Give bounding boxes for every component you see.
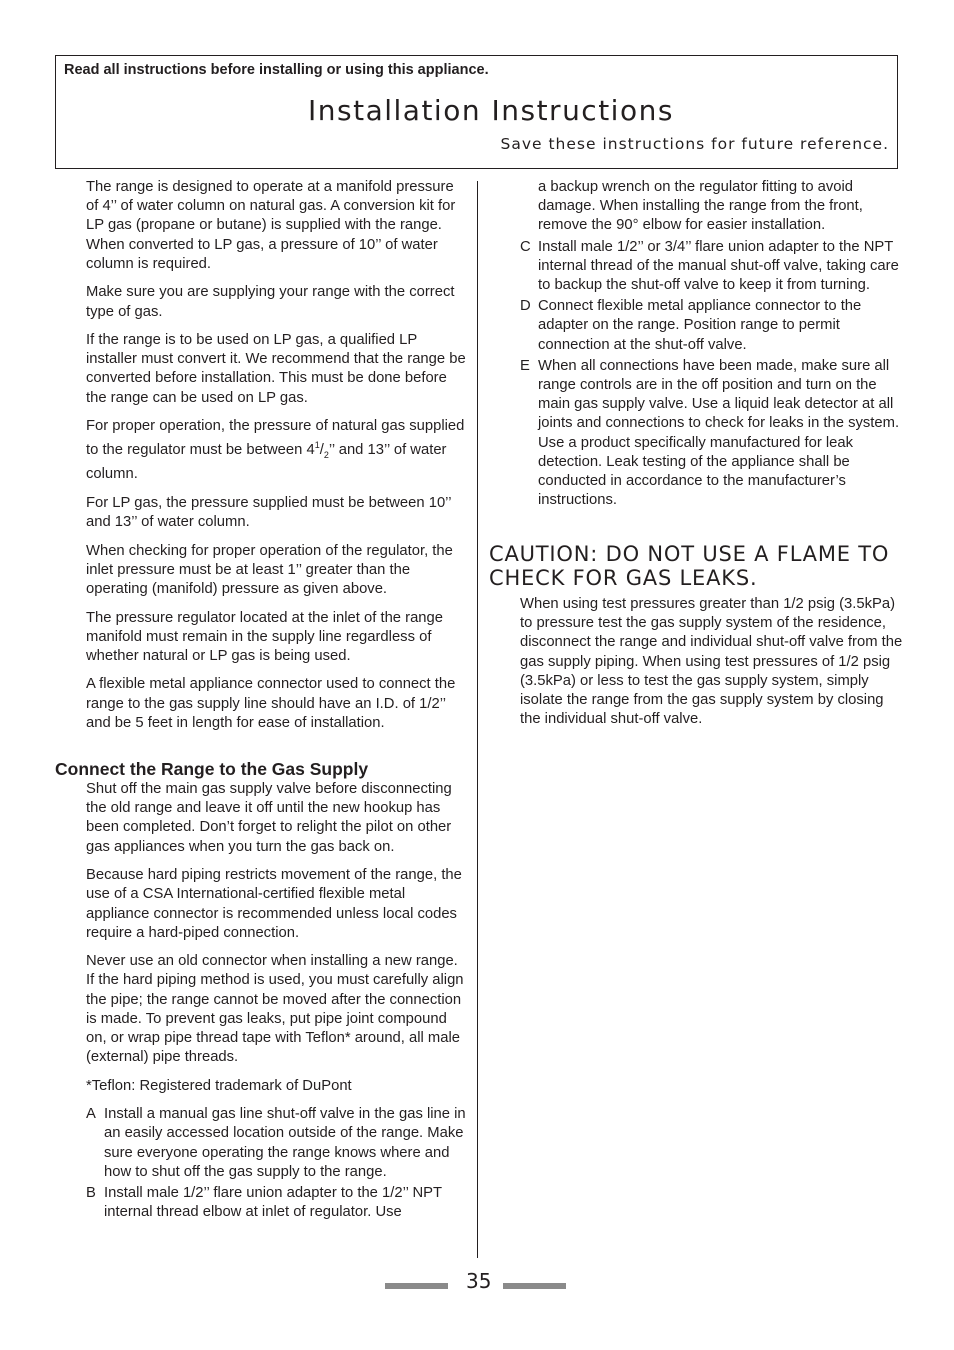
- footnote: *Teflon: Registered trademark of DuPont: [86, 1077, 352, 1094]
- list-item: [520, 297, 905, 355]
- save-notice: Save these instructions for future reference.: [500, 135, 889, 153]
- list-letter: C: [520, 238, 531, 255]
- fraction-numerator: 1: [314, 440, 320, 451]
- list-text: Install a manual gas line shut-off valve in the gas line in an easily accessed location outside of the range. Make sure everyone operating the range knows where and how to shut off the gas supply to the range.: [104, 1106, 466, 1180]
- list-item: [520, 238, 905, 296]
- list-item-continuation: [520, 178, 905, 236]
- caution-text: When using test pressures greater than 1/2 psig (3.5kPa) to pressure test the gas supply system of the residence, disconnect the range and individual shut-off valve from the gas supply piping. When using test pressures of 1/2 psig (3.5kPa) or less to test the gas supply system, simply isolate the range from the gas supply system by closing the individual shut-off valve.: [520, 596, 903, 728]
- paragraph: If the range is to be used on LP gas, a qualified LP installer must convert it. We recommend that the range be converted before installation. This must be done before the range can be used on LP gas.: [86, 332, 466, 406]
- fraction-denominator: 2: [323, 450, 329, 461]
- paragraph: Never use an old connector when installing a new range. If the hard piping method is used, you must carefully align the pipe; the range cannot be moved after the connection is made. To prevent gas leaks, put pipe joint compound on, or wrap pipe thread tape with Teflon* around, all male (external) pipe threads.: [86, 953, 464, 1066]
- list-item: [86, 1184, 468, 1222]
- right-column: [520, 178, 905, 512]
- paragraph: Shut off the main gas supply valve before disconnecting the old range and leave it off until the new hookup has been completed. Don’t forget to relight the pilot on other gas appliances when you turn the gas back on.: [86, 781, 452, 855]
- column-divider: [477, 181, 478, 1258]
- list-item: [86, 1105, 468, 1182]
- paragraph: When checking for proper operation of the regulator, the inlet pressure must be at least 1’’ greater than the operating (manifold) pressure as given above.: [86, 542, 453, 598]
- read-all-notice: Read all instructions before installing or using this appliance.: [64, 62, 489, 78]
- pressure-paragraph: [86, 417, 468, 484]
- list-item: [520, 357, 905, 511]
- footer-bar-left: [385, 1283, 448, 1289]
- paragraph: For LP gas, the pressure supplied must be between 10’’ and 13’’ of water column.: [86, 494, 451, 531]
- list-letter: E: [520, 357, 530, 374]
- paragraph: A flexible metal appliance connector used to connect the range to the gas supply line should have an I.D. of 1/2’’ and be 5 feet in length for ease of installation.: [86, 676, 456, 731]
- section-body: [86, 780, 468, 1224]
- page-number: 35: [466, 1269, 492, 1293]
- pressure-text-before: For proper operation, the pressure of natural gas supplied to the regulator must be between 4: [86, 418, 465, 459]
- page-title: Installation Instructions: [308, 94, 674, 127]
- paragraph: Make sure you are supplying your range with the correct type of gas.: [86, 284, 455, 320]
- fraction-slash: /: [319, 442, 324, 459]
- list-text: Install male 1/2’’ or 3/4’’ flare union adapter to the NPT internal thread of the manual shut-off valve, taking care to backup the shut-off valve to keep it from turning.: [538, 238, 899, 294]
- list-text: Connect flexible metal appliance connector to the adapter on the range. Position range to permit connection at the shut-off valve.: [538, 298, 862, 353]
- paragraph: The pressure regulator located at the inlet of the range manifold must remain in the supply line regardless of whether natural or LP gas is being used.: [86, 609, 443, 664]
- left-column: [86, 178, 468, 742]
- paragraph: The range is designed to operate at a manifold pressure of 4’’ of water column on natural gas. A conversion kit for LP gas (propane or butane) is supplied with the range. When converted to LP gas, a pressure of 10’’ of water column is required.: [86, 179, 456, 272]
- section-heading: Connect the Range to the Gas Supply: [55, 759, 369, 779]
- pressure-text-after: ’’ and 13’’ of water column.: [86, 442, 447, 483]
- footer-bar-right: [503, 1283, 566, 1289]
- list-letter: D: [520, 298, 531, 315]
- list-text: a backup wrench on the regulator fitting to avoid damage. When installing the range from the front, remove the 90° elbow for easier installation.: [538, 179, 863, 234]
- header-box: [55, 55, 898, 169]
- list-text: When all connections have been made, make sure all range controls are in the off position and turn on the main gas supply valve. Use a liquid leak detector at all joints and connections to check for leaks in the system. Use a product specifically manufactured for leak detection. Leak testing of the appliance shall be conducted in accordance to the manufacturer’s instructions.: [538, 357, 900, 509]
- list-text: Install male 1/2’’ flare union adapter to the 1/2’’ NPT internal thread elbow at inlet of regulator. Use: [104, 1185, 442, 1221]
- caution-heading: CAUTION: DO NOT USE A FLAME TO CHECK FOR GAS LEAKS.: [489, 542, 890, 590]
- paragraph: Because hard piping restricts movement of the range, the use of a CSA International-certified flexible metal appliance connector is recommended unless local codes require a hard-piped connection.: [86, 867, 462, 941]
- list-letter: B: [86, 1185, 96, 1202]
- list-letter: A: [86, 1106, 96, 1123]
